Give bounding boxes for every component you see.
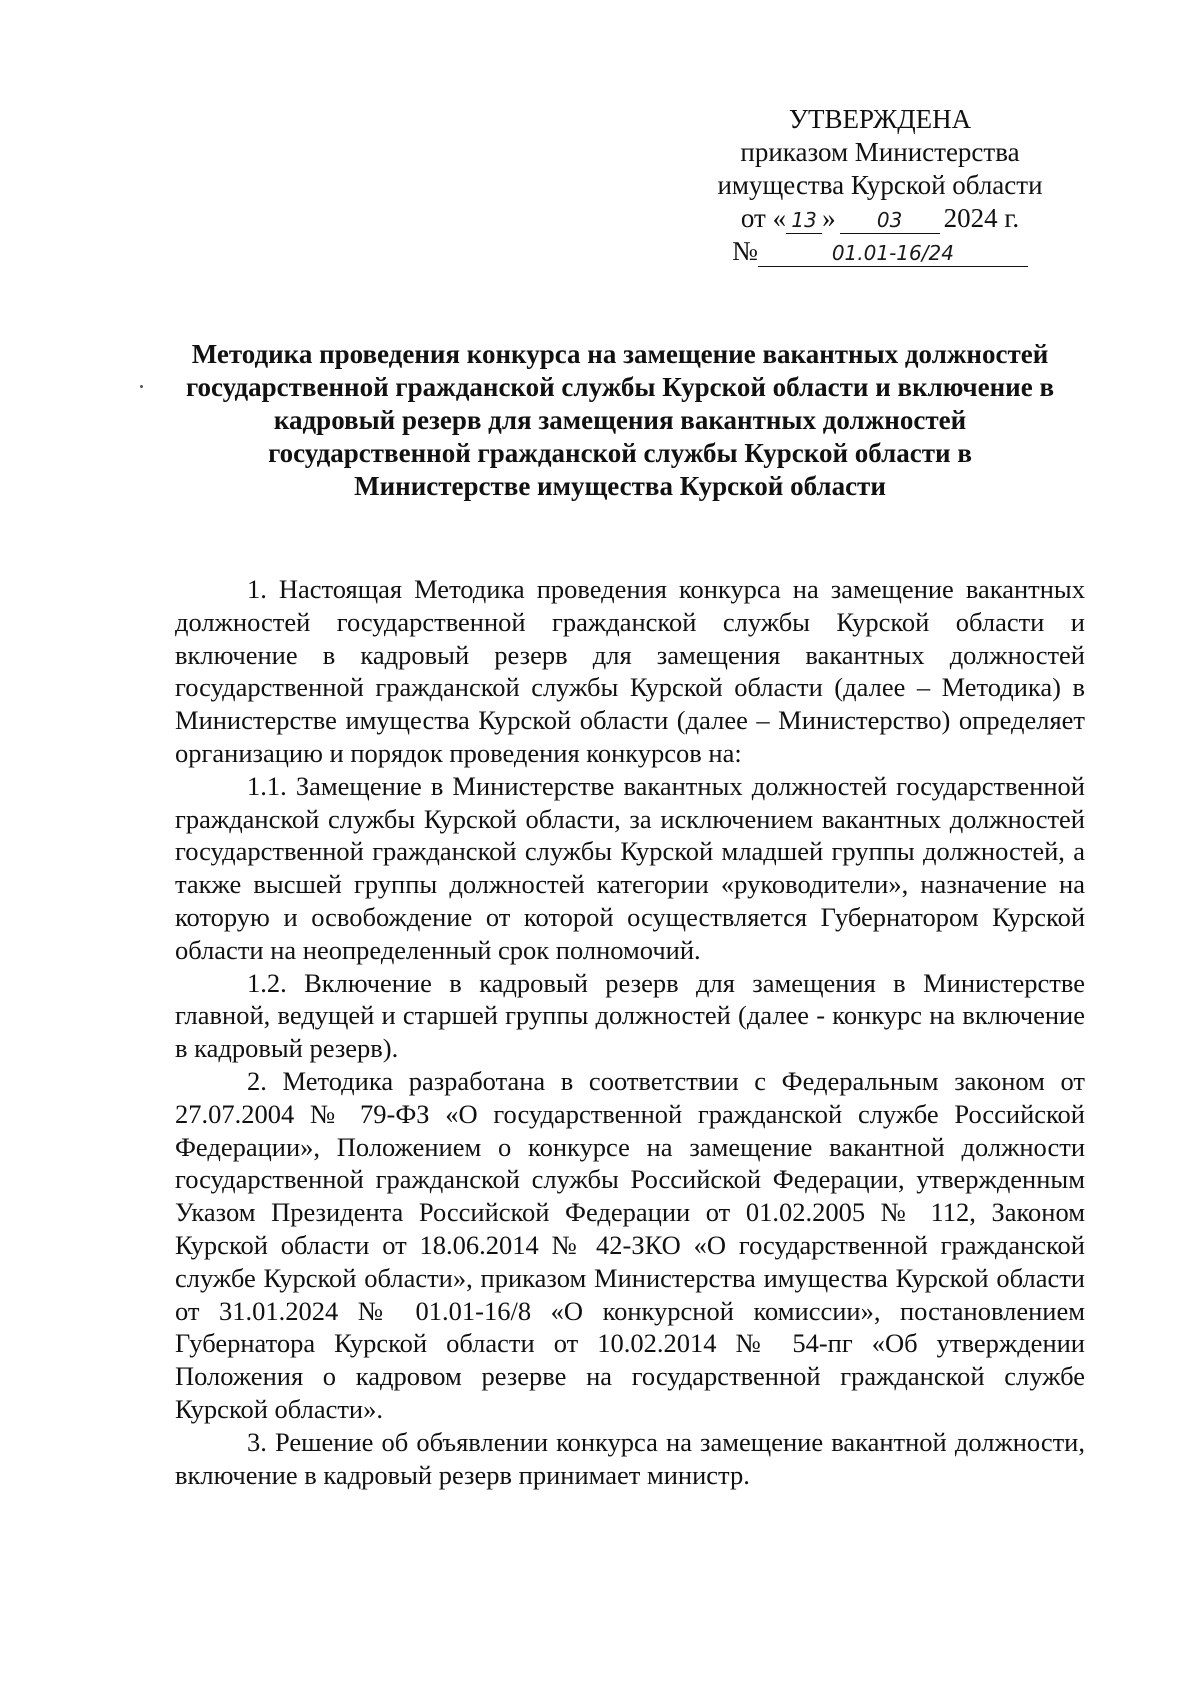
- document-body: [175, 573, 1085, 1491]
- paragraph-3: 3. Решение об объявлении конкурса на замещение вакантной должности, включение в кадровый резерв принимает министр.: [175, 1426, 1085, 1490]
- approval-date: [700, 202, 1060, 235]
- approval-block: [700, 103, 1060, 268]
- title-line-5: Министерстве имущества Курской области: [354, 471, 886, 501]
- title-line-4: государственной гражданской службы Курской области в: [268, 438, 972, 468]
- date-mid: »: [822, 203, 836, 233]
- paragraph-2: 2. Методика разработана в соответствии с Федеральным законом от 27.07.2004 № 79-ФЗ «О государственной гражданской службе Российской Федерации», Положением о конкурсе на замещение вакантной должности государственной гражданской службы Российской Федерации, утвержденным Указом Президента Российской Федерации от 01.02.2005 № 112, Законом Курской области от 18.06.2014 № 42-ЗКО «О государственной гражданской службе Курской области», приказом Министерства имущества Курской области от 31.01.2024 № 01.01-16/8 «О конкурсной комиссии», постановлением Губернатора Курской области от 10.02.2014 № 54-пг «Об утверждении Положения о кадровом резерве на государственной гражданской службе Курской области».: [175, 1065, 1085, 1424]
- date-month-handwritten: 03: [840, 207, 940, 234]
- approval-heading: УТВЕРЖДЕНА: [788, 104, 972, 134]
- paragraph-1-2: 1.2. Включение в кадровый резерв для замещения в Министерстве главной, ведущей и старшей группы должностей (далее - конкурс на включение в кадровый резерв).: [175, 967, 1085, 1064]
- scan-artifact-dot: [140, 385, 143, 388]
- date-year: 2024 г.: [943, 203, 1020, 233]
- approval-line-ministry: имущества Курской области: [717, 170, 1043, 200]
- paragraph-1-1: 1.1. Замещение в Министерстве вакантных должностей государственной гражданской службы Курской области, за исключением вакантных должностей государственной гражданской службы Курской младшей группы должностей, а также высшей группы должностей категории «руководители», назначение на которую и освобождение от которой осуществляется Губернатором Курской области на неопределенный срок полномочий.: [175, 770, 1085, 965]
- document-title: [160, 338, 1080, 503]
- title-line-1: Методика проведения конкурса на замещение вакантных должностей: [191, 339, 1049, 369]
- date-day-handwritten: 13: [786, 207, 822, 234]
- title-line-3: кадровый резерв для замещения вакантных должностей: [273, 405, 967, 435]
- approval-line-order: приказом Министерства: [740, 137, 1020, 167]
- date-prefix: от «: [740, 203, 787, 233]
- paragraph-1: 1. Настоящая Методика проведения конкурса на замещение вакантных должностей государственной гражданской службы Курской области и включение в кадровый резерв для замещения вакантных должностей государственной гражданской службы Курской области (далее – Методика) в Министерстве имущества Курской области (далее – Министерство) определяет организацию и порядок проведения конкурсов на:: [175, 574, 1085, 768]
- approval-number: [700, 235, 1060, 268]
- number-value-handwritten: 01.01-16/24: [758, 240, 1028, 267]
- title-line-2: государственной гражданской службы Курской области и включение в: [185, 372, 1055, 402]
- number-prefix: №: [732, 236, 758, 266]
